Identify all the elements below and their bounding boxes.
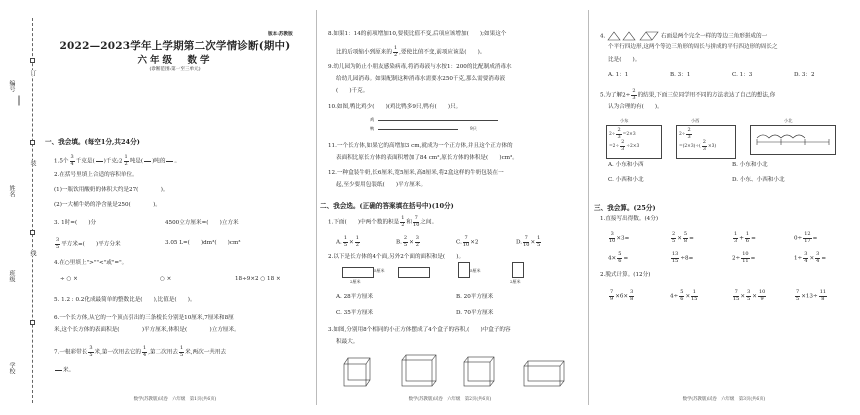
question-6-line-2: 米,这个长方体的表面积是( )平方厘米,体积是( )立方厘米。 (54, 327, 240, 333)
choice-5-line-2: 认为合理的有( )。 (608, 104, 663, 110)
field-label-class: 班级 (8, 270, 15, 282)
method-label-xiaoxi: 小西 (691, 118, 700, 123)
choice-2-option-a[interactable]: A. 28平方厘米 (336, 294, 374, 300)
calc-1-item: $\frac{13}{15}$ ÷8= (672, 251, 694, 264)
page-footer-1: 数学(苏教版)试卷 六年级 第1页(共6页) (133, 397, 217, 402)
face-rect-3 (458, 262, 470, 278)
question-11-line-1: 11.一个长方体,如果它的高增加3 cm,就成为一个正方体,并且这个正方体的 (328, 143, 513, 149)
choice-5-line-1: 5.为了解2÷ $\frac{2}{3}$ 的结果,下面三位同学用不同的方法表达了自己的想法,你 (600, 88, 776, 101)
question-7-end: 米。 (54, 364, 74, 376)
calc-2-item: $\frac{7}{9}$ ×6× $\frac{3}{8}$ (610, 289, 634, 302)
question-11-line-2: 表面积比原长方体的表面积增加了84 cm²,原长方体的体积是( )cm³。 (336, 155, 518, 161)
question-12-line-1: 12.一种盒装牛奶,长6厘米,宽5厘米,高8厘米,将2盒这样的牛奶包装在一 (328, 170, 504, 176)
section-heading-calc: 三、我会算。(25分) (594, 204, 656, 212)
page-divider (316, 10, 317, 405)
calc-1-item: 4× $\frac{5}{6}$ = (608, 251, 629, 264)
binding-mark: 线 (29, 250, 36, 256)
choice-2-option-d[interactable]: D. 70平方厘米 (456, 310, 494, 316)
choice-4-option-c[interactable]: C. 1：3 (732, 72, 753, 78)
choice-2: 2.以下是长方体的4个面,另外2个面的面积和是( )。 (328, 254, 465, 260)
question-1: 1.5个 $\frac{3}{4}$ 千克是( )千克;2 $\frac{1}{2}$ 吨是( )吨的 。 (54, 154, 181, 167)
exam-page-3 (594, 0, 854, 415)
calc-1-item: $\frac{2}{5}$ × $\frac{5}{8}$ = (672, 231, 694, 244)
face-dim-label: 2厘米 (510, 279, 521, 284)
version-label: 版本:苏教版 (268, 32, 293, 37)
question-3d: 3.05 L=( )dm³( )cm³ (165, 240, 241, 246)
question-4-item-2: ○ × (160, 276, 172, 282)
choice-5-option-b[interactable]: B. 小东和小北 (732, 162, 768, 168)
calc-1-item: $\frac{1}{3}$ + $\frac{1}{6}$ = (734, 231, 756, 244)
question-12-line-2: 起,至少要用包装纸( )平方厘米。 (336, 182, 427, 188)
question-4: 4.在○里填上">""<"或"="。 (54, 260, 128, 266)
page-divider (588, 10, 589, 405)
question-2: 2.在括号里填上合适的容积单位。 (54, 172, 138, 178)
calc-2-item: $\frac{7}{5}$ ×13÷ $\frac{11}{8}$ (796, 289, 827, 302)
question-3c: $\frac{3}{5}$ 平方米=( )平方分米 (56, 237, 121, 250)
method-box-xiaoxi: 2÷ $\frac{2}{3}$ =(2×3)÷( $\frac{2}{3}$ ×3) (676, 125, 736, 159)
diagram-label-duck: 鸭 (370, 126, 375, 131)
question-4-item-3: 18÷9×2 ○ 18 × (235, 276, 281, 282)
choice-3-line-1: 3.如图,分别用8个相同的小正方体摆成了4个盒子的容积,( )中盒子的容 (328, 327, 511, 333)
question-3b: 4500立方厘米=( )立方米 (165, 220, 239, 226)
question-9-line-2: 给幼儿园消毒。如果配制这种消毒水需要水250千克,那么需要消毒液 (336, 76, 506, 82)
section-heading-fill: 一、我会填。(每空1分,共24分) (45, 138, 140, 146)
binding-mark: 装 (29, 160, 36, 166)
face-rect-1 (342, 267, 374, 278)
calc-1-item: 2÷ $\frac{10}{11}$ = (732, 251, 756, 264)
duck-bar (378, 129, 458, 130)
choice-5-option-d[interactable]: D. 小东、小西和小北 (732, 177, 785, 183)
calc-2-item: 4÷ $\frac{5}{6}$ × $\frac{1}{15}$ (670, 289, 698, 302)
choice-2-option-b[interactable]: B. 20平方厘米 (456, 294, 494, 300)
choice-4-line-1: 4. 右面是两个完全一样的等边三角形拼成的一 (600, 31, 767, 41)
diagram-label-difference: 9只 (470, 126, 477, 131)
calc-2-instruction: 2.脱式计算。(12分) (600, 272, 651, 278)
calc-1-item: $\frac{3}{10}$ ×3= (609, 231, 630, 244)
question-8-line-1: 8.如果1：14的前项增加10,要使比值不变,后项应该增加( );如果这个 (328, 31, 507, 37)
method-box-xiaobei (750, 125, 836, 155)
cube-boxes-figure (340, 350, 570, 390)
question-6-line-1: 6.一个长方体,从它的一个顶点引出的三条棱长分别是10厘米,7厘米和8厘 (54, 315, 234, 321)
choice-5-option-c[interactable]: C. 小西和小北 (608, 177, 644, 183)
question-7: 7.一根彩带长 $\frac{3}{5}$ 米,第一次用去它的 $\frac{1}{4}$ ,第二次用去 $\frac{1}{5}$ 米,两次一共用去 (54, 345, 227, 358)
calc-1-item: 0÷ $\frac{12}{17}$ = (794, 231, 818, 244)
choice-1-option-d[interactable]: D. $\frac{7}{10}$ × $\frac{1}{5}$ (516, 235, 541, 248)
choice-1-option-b[interactable]: B. $\frac{2}{5}$ × $\frac{3}{2}$ (396, 235, 419, 248)
exam-title: 2022—2023学年上学期第二次学情诊断(期中) (59, 40, 291, 52)
question-9-line-1: 9.幼儿园为防止小朋友感染病毒,将消毒液与水按1：200的比配制成消毒水 (328, 64, 512, 70)
binding-mark: 订 (29, 70, 36, 76)
choice-5-option-a[interactable]: A. 小东和小西 (608, 162, 644, 168)
method-label-xiaodong: 小东 (620, 118, 629, 123)
field-label-name: 姓名 (8, 185, 15, 197)
field-label-school: 学校 (8, 362, 15, 374)
question-9-line-3: ( )千克。 (336, 88, 369, 94)
page-footer-3: 数学(苏教版)试卷 六年级 第3页(共6页) (682, 397, 766, 402)
question-2-1: (1)一瓶饮用酸奶的体积大约是27( )。 (54, 187, 169, 193)
choice-1: 1.下面( )中两个数的积是 $\frac{1}{2}$ 和 $\frac{7}{10}$ 之间。 (328, 215, 438, 228)
calc-2-item: $\frac{7}{15}$ × $\frac{3}{5}$ × $\frac{10}{9}$ (733, 289, 766, 302)
face-dim-label: 5厘米 (470, 268, 481, 273)
choice-4-option-b[interactable]: B. 3：1 (670, 72, 691, 78)
question-3a: 3. 1时=( )分 (54, 220, 97, 226)
triangles-figure (607, 31, 659, 41)
choice-4-option-d[interactable]: D. 3：2 (794, 72, 815, 78)
chicken-bar (378, 120, 498, 121)
section-heading-choice: 二、我会选。(正确的答案填在括号中)(10分) (320, 202, 454, 210)
choice-4-option-a[interactable]: A. 1：1 (608, 72, 629, 78)
question-10: 10.如图,鸭比鸡少( )(鸡比鸭多9只,鸭有( )只。 (328, 104, 462, 110)
exam-subject: 六年级 数学 (137, 55, 213, 66)
method-box-xiaodong: 2÷ $\frac{2}{3}$ =2×3 =2÷ $\frac{2}{3}$ ÷2×3 (606, 125, 662, 159)
calc-1-instruction: 1.直接写出得数。(4分) (600, 216, 659, 222)
calc-1-item: 1÷ $\frac{3}{4}$ × $\frac{3}{4}$ = (794, 251, 826, 264)
face-dim-label: 5厘米 (374, 268, 385, 273)
face-rect-2 (398, 267, 430, 278)
choice-4-line-2: 个平行四边形,这两个等边三角形的周长与拼成的平行四边形的周长之 (608, 44, 778, 50)
face-rect-4 (512, 262, 524, 278)
exam-scope: (诊断范围:第一至三单元) (149, 67, 201, 72)
choice-1-option-c[interactable]: C. $\frac{7}{10}$ ×2 (456, 235, 479, 248)
page-footer-2: 数学(苏教版)试卷 六年级 第2页(共6页) (408, 397, 492, 402)
choice-2-option-c[interactable]: C. 35平方厘米 (336, 310, 374, 316)
choice-4-line-3: 比是( )。 (608, 57, 641, 63)
number-line-figure (751, 126, 835, 154)
field-label-number: 编号 (8, 80, 15, 92)
question-2-2: (2)一大桶牛奶的净含量是250( )。 (54, 202, 161, 208)
question-8-line-2: 比的后项缩小到原来的 $\frac{1}{2}$ ,要使比值不变,前项应该是( )。 (336, 45, 486, 58)
question-4-item-1: ÷ ○ × (60, 276, 78, 282)
question-5: 5. 1.2 : 0.2化成最简单的整数比是( ),比值是( )。 (54, 297, 196, 303)
exam-page-2 (320, 0, 580, 415)
choice-1-option-a[interactable]: A. $\frac{1}{5}$ × $\frac{1}{2}$ (336, 235, 359, 248)
diagram-label-chicken: 鸡 (370, 117, 375, 122)
face-dim-label: 2厘米 (350, 279, 361, 284)
choice-3-line-2: 积最大。 (336, 339, 359, 345)
exam-page-1 (40, 0, 310, 415)
method-label-xiaobei: 小北 (784, 118, 793, 123)
